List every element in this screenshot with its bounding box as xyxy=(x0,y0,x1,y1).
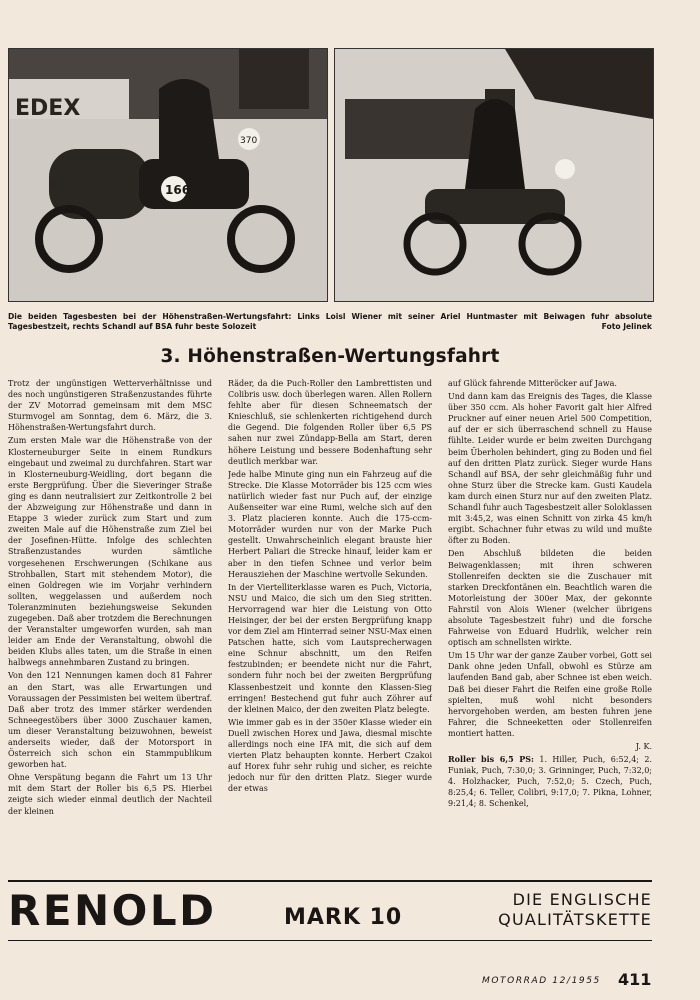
photo-sign-text: EDEX xyxy=(15,96,81,121)
paragraph: Wie immer gab es in der 350er Klasse wieder ein Duell zwischen Horex und Jawa, diesmal mischte allerdings noch eine IFA mit, die sich auf dem vierten Platz behaupten konnte. Herbert Czakoi auf Horex fuhr sehr ruhig und sicher, es reichte jedoch nur für den dritten Platz. Sieger wurde der etwas xyxy=(228,717,432,794)
photo-sidecar-rider xyxy=(8,48,328,302)
paragraph: Jede halbe Minute ging nun ein Fahrzeug auf die Strecke. Die Klasse Motorräder bis 125 ccm wies natürlich wieder fast nur Puch auf, der einzige Außenseiter war eine Rumi, welche sich auf den 3. Platz placieren konnte. Auch die 175-ccm-Motorräder wurden nur von der Marke Puch gestellt. Unwahrscheinlich elegant brauste hier Herbert Paliari die Strecke hinauf, leider kam er aber in den tiefen Schnee und verlor beim Herausziehen der Maschine wertvolle Sekunden. xyxy=(228,469,432,579)
page-number: 411 xyxy=(618,970,652,989)
ad-model: MARK 10 xyxy=(284,905,403,930)
article-headline: 3. Höhenstraßen-Wertungsfahrt xyxy=(160,346,500,367)
results-text: 1. Hiller, Puch, 6:52,4; 2. Funiak, Puch, 7:30,0; 3. Grinninger, Puch, 7:32,0; 4. Holzhacker, Puch, 7:52,0; 5. Czech, Puch, 8:25,4; 6. Teller, Colibri, 9:17,0; 7. Pikna, Lohner, 9:21,4; 8. Schenkel, xyxy=(448,755,652,809)
photo-solo-rider xyxy=(334,48,654,302)
article-column-2 xyxy=(228,378,432,876)
paragraph: auf Glück fahrende Mitteröcker auf Jawa. xyxy=(448,379,617,388)
paragraph: Räder, da die Puch-Roller den Lambrettisten und Colibris usw. doch überlegen waren. Allen Rollern fehlte aber für diesen Schneematsch der Knieschluß, sie schlenkerten richtigehend durch die Gegend. Die folgenden Roller über 6,5 PS sahen nur zwei Zündapp-Bella am Start, deren höhere Leistung und bessere Bodenhaftung sehr deutlich merkbar war. xyxy=(228,379,432,466)
ad-top-rule xyxy=(8,880,652,882)
ad-slogan-line-2: QUALITÄTSKETTE xyxy=(498,910,652,929)
photo-number-plate: 166 xyxy=(165,183,191,197)
article-column-3 xyxy=(448,378,652,876)
author-initials: J. K. xyxy=(635,742,652,751)
caption-text: Die beiden Tagesbesten bei der Höhenstraßen-Wertungsfahrt: Links Loisl Wiener mit seiner Ariel Huntmaster mit Beiwagen fuhr absolute Tagesbestzeit, rechts Schandl auf BSA fuhr beste Solozeit xyxy=(8,312,652,331)
paragraph: Ohne Verspätung begann die Fahrt um 13 Uhr mit dem Start der Roller bis 6,5 PS. Hierbei zeigte sich wieder einmal deutlich der Nachteil der kleinen xyxy=(8,773,212,816)
magazine-issue: MOTORRAD 12/1955 xyxy=(482,976,601,986)
paragraph: In der Viertelliterklasse waren es Puch, Victoria, NSU und Maico, die sich um den Sieg stritten. Hervorragend war hier die Leistung von Otto Heisinger, der bei der ersten Bergprüfung knapp vor dem Ziel am Hinterrad seiner NSU-Max einen Patschen hatte, sich vom Lautsprecherwagen eine Schnur abschnitt, um den Reifen festzubinden; er beendete nicht nur die Fahrt, sondern fuhr noch bei der zweiten Bergprüfung Klassenbestzeit und konnte den Klassen-Sieg erringen! Bestechend gut fuhr auch Zöhrer auf der kleinen Maico, der den zweiten Platz belegte. xyxy=(228,582,432,714)
ad-slogan xyxy=(448,890,652,930)
paragraph: Trotz der ungünstigen Wetterverhältnisse und des noch ungünstigeren Straßenzustandes führte der ZV Motorrad gemeinsam mit dem MSC Sturmvogel am Sonntag, dem 6. März, die 3. Höhenstraßen-Wertungsfahrt durch. xyxy=(8,379,212,433)
photo-credit: Foto Jelinek xyxy=(601,322,652,331)
paragraph: Von den 121 Nennungen kamen doch 81 Fahrer an den Start, was alle Erwartungen und Voraussagen der Pessimisten bei weitem übertraf. Daß aber trotz des immer stärker werdenden Schneegestöbers über 3000 Zuschauer kamen, um dieser Veranstaltung beizuwohnen, beweist anderseits wieder, daß der Motorsport in Österreich sich schon ein Stammpublikum geworben hat. xyxy=(8,671,212,770)
results-heading: Roller bis 6,5 PS: xyxy=(448,754,535,765)
results-list xyxy=(448,754,652,809)
ad-brand: RENOLD xyxy=(8,886,217,935)
paragraph: Um 15 Uhr war der ganze Zauber vorbei, Gott sei Dank ohne jeden Unfall, obwohl es Stürze am laufenden Band gab, aber Schnee ist eben weich. Daß bei dieser Fahrt die Reifen eine große Rolle spielten, muß wohl nicht besonders hervorgehoben werden, am besten fuhren jene Fahrer, die Schneeketten oder Stollenreifen montiert hatten. xyxy=(448,651,652,738)
ad-bottom-rule xyxy=(8,940,652,941)
photo-caption xyxy=(8,312,652,332)
paragraph: Den Abschluß bildeten die beiden Beiwagenklassen; mit ihren schweren Stollenreifen deckten sie die Zuschauer mit starken Dreckfontänen ein. Beachtlich waren die Motorleistung der 300er Max, der gekonnte Fahrstil von Alois Wiener (welcher übrigens absolute Tagesbestzeit fuhr) und die forsche Fahrweise von Eduard Hudrlik, welcher rein optisch am schnellsten wirkte. xyxy=(448,549,652,648)
photo-front-number: 370 xyxy=(240,136,258,146)
paragraph: Und dann kam das Ereignis des Tages, die Klasse über 350 ccm. Als hoher Favorit galt hier Alfred Pruckner auf einer neuen Ariel 500 Competition, auf der er sich überraschend schnell zu Hause fühlte. Leider wurde er beim zweiten Durchgang beim Überholen behindert, ging zu Boden und fiel auf den dritten Platz zurück. Sieger wurde Hans Schandl auf BSA, der sehr gleichmäßig fuhr und ohne Sturz über die Strecke kam. Gusti Kaudela kam durch einen Sturz nur auf den zweiten Platz. Schandl fuhr auch Tagesbestzeit aller Soloklassen mit 3:45,2, was einen Schnitt von zirka 45 km/h ergibt. Schachner fuhr etwas zu wild und mußte öfter zu Boden. xyxy=(448,392,652,546)
article-column-1 xyxy=(8,378,212,876)
ad-slogan-line-1: DIE ENGLISCHE xyxy=(512,890,652,909)
paragraph: Zum ersten Male war die Höhenstraße von der Klosterneuburger Seite in einem Rundkurs eingebaut und zweimal zu durchfahren. Start war in Klosterneuburg-Weidling, dort begann die erste Bergprüfung. Über die Sieveringer Straße ging es dann neutralisiert zur Zeitkontrolle 2 bei der Abzweigung zur Höhenstraße und dann in Etappe 3 wieder zurück zum Start und zum zweiten Male auf die Höhenstraße zum Ziel bei der Josefinen-Hütte. Infolge des schlechten Straßenzustandes wurden sämtliche vorgesehenen Erschwerungen (Schikane aus Strohballen, Start mit stehendem Motor), die einen Goldregen wie im Vorjahr verhindern sollten, weggelassen und außerdem noch Toleranzminuten beziehungsweise Sekunden zugegeben. Daß aber trotzdem die Berechnungen der Veranstalter umgeworfen wurden, sah man leider am Ende der Veranstaltung, obwohl die beiden Klubs alles taten, um die Straße in einen halbwegs annehmbaren Zustand zu bringen. xyxy=(8,436,212,668)
